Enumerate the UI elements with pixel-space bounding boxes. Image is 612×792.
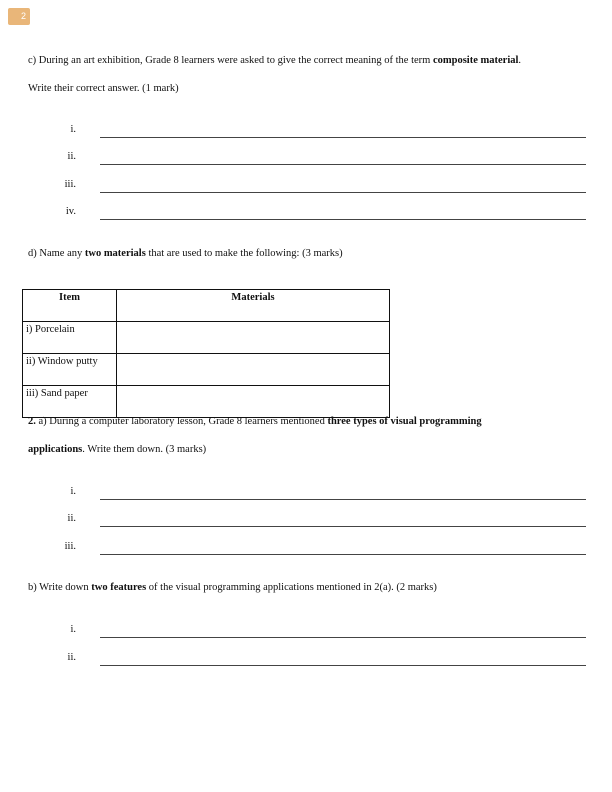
answer-number: ii. [67,513,76,524]
question-2a-text [28,416,482,427]
answer-line[interactable] [60,513,586,527]
text: . [518,55,522,66]
text: . Write them down. (3 marks) [82,444,207,455]
table-row [23,354,390,386]
materials-table [22,289,390,418]
answer-line[interactable] [60,179,586,193]
text: of the visual programming applications mentioned in 2(a). (2 marks) [146,582,437,593]
answer-blank[interactable] [100,554,586,555]
question-2b-text [28,582,437,593]
answer-number: i. [70,624,76,635]
answer-number: ii. [67,151,76,162]
table-row [23,386,390,418]
table-header-row [23,290,390,322]
answer-blank[interactable] [100,665,586,666]
question-1c-text [28,55,521,66]
answer-blank[interactable] [100,164,586,165]
answer-line[interactable] [60,206,586,220]
item-cell: iii) Sand paper [23,386,117,418]
table-row [23,322,390,354]
answer-line[interactable] [60,151,586,165]
item-cell: ii) Window putty [23,354,117,386]
answer-number: iii. [64,541,76,552]
answer-blank[interactable] [100,499,586,500]
answer-line[interactable] [60,652,586,666]
bold-term: three types of visual programming [327,416,482,427]
text: d) Name any [28,248,85,259]
question-1c-instruction: Write their correct answer. (1 mark) [28,83,179,94]
item-cell: i) Porcelain [23,322,117,354]
materials-cell[interactable] [117,386,390,418]
answer-blank[interactable] [100,137,586,138]
answer-blank[interactable] [100,637,586,638]
header-item: Item [23,290,117,322]
text: a) During a computer laboratory lesson, Grade 8 learners mentioned [35,416,328,427]
question-2a-text-line2 [28,444,206,455]
text: b) Write down [28,582,92,593]
answer-number: iii. [64,179,76,190]
answer-blank[interactable] [100,219,586,220]
materials-cell[interactable] [117,322,390,354]
answer-number: i. [70,124,76,135]
answer-line[interactable] [60,486,586,500]
answer-line[interactable] [60,124,586,138]
answer-blank[interactable] [100,526,586,527]
question-1d-text [28,248,343,259]
answer-line[interactable] [60,541,586,555]
materials-cell[interactable] [117,354,390,386]
answer-blank[interactable] [100,192,586,193]
bold-term: composite material [432,55,519,66]
header-materials: Materials [117,290,390,322]
answer-number: iv. [65,206,76,217]
bold-term: two materials [84,248,146,259]
text: c) During an art exhibition, Grade 8 learners were asked to give the correct meaning of the term [28,55,433,66]
page-number-badge: 2 [8,8,30,25]
bold-term: applications [28,444,83,455]
answer-number: ii. [67,652,76,663]
question-number: 2. [28,416,36,427]
bold-term: two features [91,582,147,593]
answer-number: i. [70,486,76,497]
text: that are used to make the following: (3 marks) [145,248,343,259]
answer-line[interactable] [60,624,586,638]
